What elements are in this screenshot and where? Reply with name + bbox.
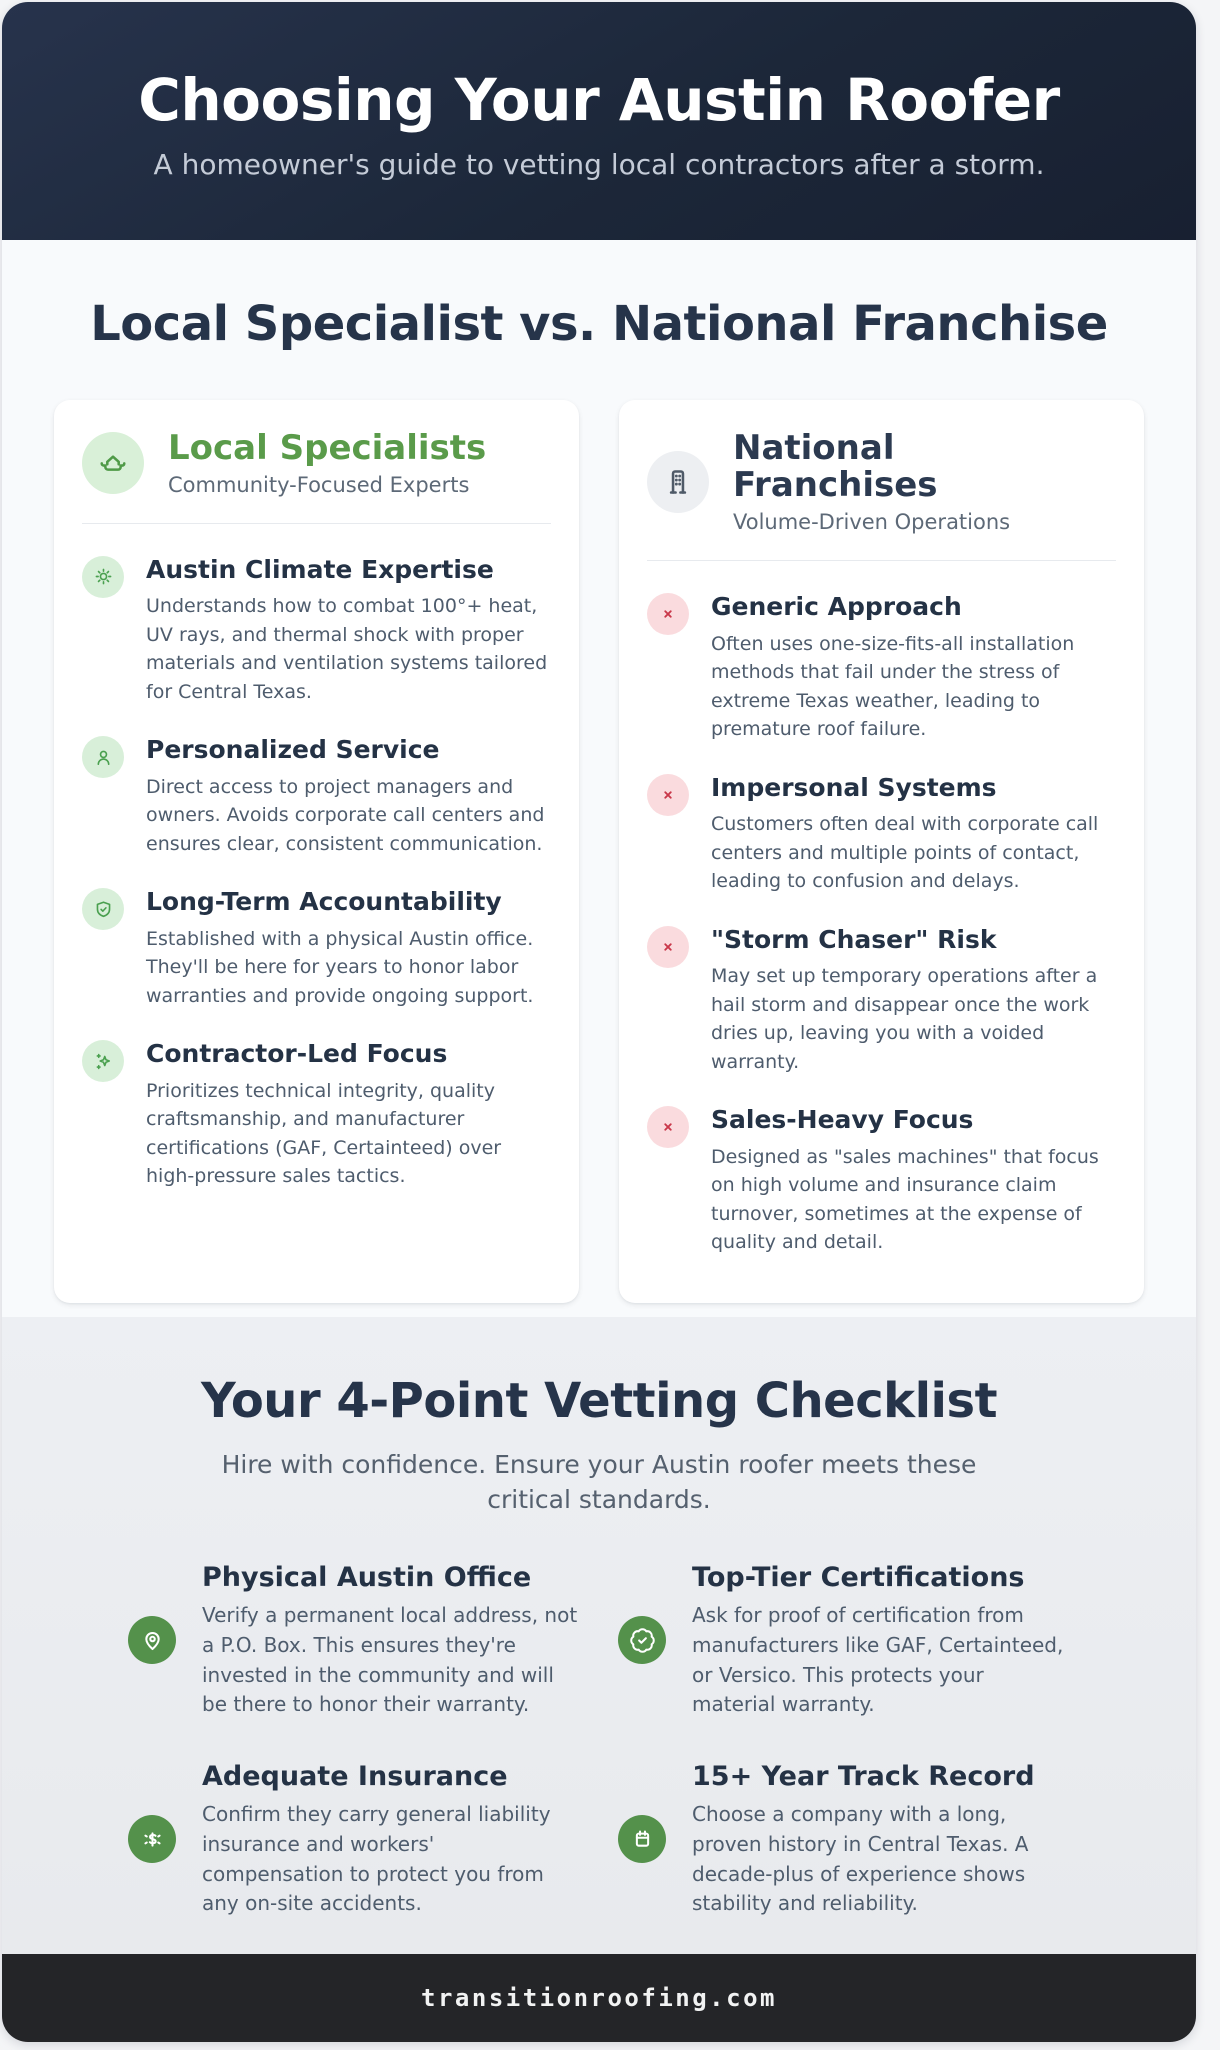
infographic-page	[2, 2, 1196, 2042]
item-description: Designed as "sales machines" that focus on high volume and insurance claim turnover, sometimes at the expense of quality and detail.	[711, 1145, 1099, 1254]
list-item	[647, 772, 1116, 896]
item-description: Direct access to project managers and owners. Avoids corporate call centers and ensures clear, consistent communication.	[146, 775, 545, 855]
list-item	[647, 1104, 1116, 1257]
item-title: Physical Austin Office	[202, 1561, 532, 1593]
checklist-subtitle: Hire with confidence. Ensure your Austin roofer meets these critical standards.	[221, 1449, 977, 1514]
national-card-title: National Franchises	[733, 427, 938, 505]
item-description: Understands how to combat 100°+ heat, UV rays, and thermal shock with proper materials and ventilation systems tailored for Central Texas.	[146, 595, 548, 703]
list-item	[82, 554, 551, 707]
checklist-section	[2, 1317, 1196, 1954]
item-description: Verify a permanent local address, not a P.O. Box. This ensures they're invested in the community and will be there to honor their warranty.	[202, 1603, 578, 1717]
page-subtitle: A homeowner's guide to vetting local contractors after a storm.	[153, 147, 1045, 181]
website-link[interactable]: transitionroofing.com	[421, 1984, 777, 2012]
map-pin-icon	[128, 1616, 176, 1664]
item-title: Adequate Insurance	[202, 1760, 508, 1792]
item-description: Customers often deal with corporate call centers and multiple points of contact, leading to confusion and delays.	[711, 813, 1099, 893]
x-icon	[647, 593, 689, 635]
list-item	[618, 1760, 1070, 1919]
comparison-section	[2, 240, 1196, 1317]
roof-icon	[82, 432, 144, 494]
page-title: Choosing Your Austin Roofer	[138, 66, 1060, 135]
footer-bar	[2, 1954, 1196, 2042]
item-title: Long-Term Accountability	[146, 887, 502, 917]
building-icon	[647, 451, 709, 513]
national-card-subtitle: Volume-Driven Operations	[733, 510, 1011, 535]
item-description: Often uses one-size-fits-all installation methods that fail under the stress of extreme Texas weather, leading to premature roof failure.	[711, 632, 1075, 741]
x-icon	[647, 774, 689, 816]
item-description: Established with a physical Austin office. They'll be here for years to honor labor warranties and provide ongoing support.	[146, 927, 534, 1007]
sun-icon	[82, 556, 124, 598]
badge-check-icon	[618, 1616, 666, 1664]
national-franchises-card	[619, 400, 1144, 1303]
item-description: Choose a company with a long, proven history in Central Texas. A decade-plus of experience shows stability and reliability.	[692, 1802, 1029, 1916]
local-specialists-card	[54, 400, 579, 1303]
item-description: Prioritizes technical integrity, quality craftsmanship, and manufacturer certifications (GAF, Certainteed) over high-pressure sales tactics.	[146, 1079, 502, 1188]
item-title: Top-Tier Certifications	[692, 1561, 1025, 1593]
local-card-title: Local Specialists	[168, 427, 487, 468]
calendar-icon	[618, 1815, 666, 1863]
local-card-header	[82, 427, 551, 497]
dollar-icon	[128, 1815, 176, 1863]
list-item	[82, 1038, 551, 1191]
x-icon	[647, 1106, 689, 1148]
national-card-titles	[733, 427, 1033, 535]
list-item	[128, 1561, 580, 1720]
item-title: 15+ Year Track Record	[692, 1760, 1035, 1792]
item-title: Austin Climate Expertise	[146, 554, 494, 584]
list-item	[82, 886, 551, 1010]
list-item	[647, 591, 1116, 744]
divider	[82, 523, 551, 524]
sparkles-icon	[82, 1040, 124, 1082]
national-card-header	[647, 427, 1116, 535]
list-item	[82, 734, 551, 858]
x-icon	[647, 926, 689, 968]
item-description: May set up temporary operations after a hail storm and disappear once the work dries up, leaving you with a voided warranty.	[711, 965, 1098, 1073]
shield-check-icon	[82, 888, 124, 930]
comparison-heading: Local Specialist vs. National Franchise	[90, 296, 1108, 352]
local-card-titles	[168, 427, 487, 497]
item-title: Impersonal Systems	[711, 772, 997, 802]
item-title: Personalized Service	[146, 735, 440, 765]
item-description: Confirm they carry general liability insurance and workers' compensation to protect you from any on-site accidents.	[202, 1802, 551, 1916]
checklist-heading: Your 4-Point Vetting Checklist	[200, 1373, 998, 1429]
item-title: "Storm Chaser" Risk	[711, 924, 997, 954]
list-item	[618, 1561, 1070, 1720]
hero-header	[2, 2, 1196, 240]
divider	[647, 560, 1116, 561]
user-icon	[82, 736, 124, 778]
local-card-subtitle: Community-Focused Experts	[168, 472, 470, 497]
item-title: Contractor-Led Focus	[146, 1039, 448, 1069]
list-item	[128, 1760, 580, 1919]
list-item	[647, 924, 1116, 1077]
checklist-grid	[2, 1561, 1196, 1919]
item-title: Generic Approach	[711, 592, 962, 622]
item-title: Sales-Heavy Focus	[711, 1105, 974, 1135]
comparison-cards	[2, 400, 1196, 1303]
item-description: Ask for proof of certification from manufacturers like GAF, Certainteed, or Versico. This protects your material warranty.	[692, 1603, 1064, 1717]
